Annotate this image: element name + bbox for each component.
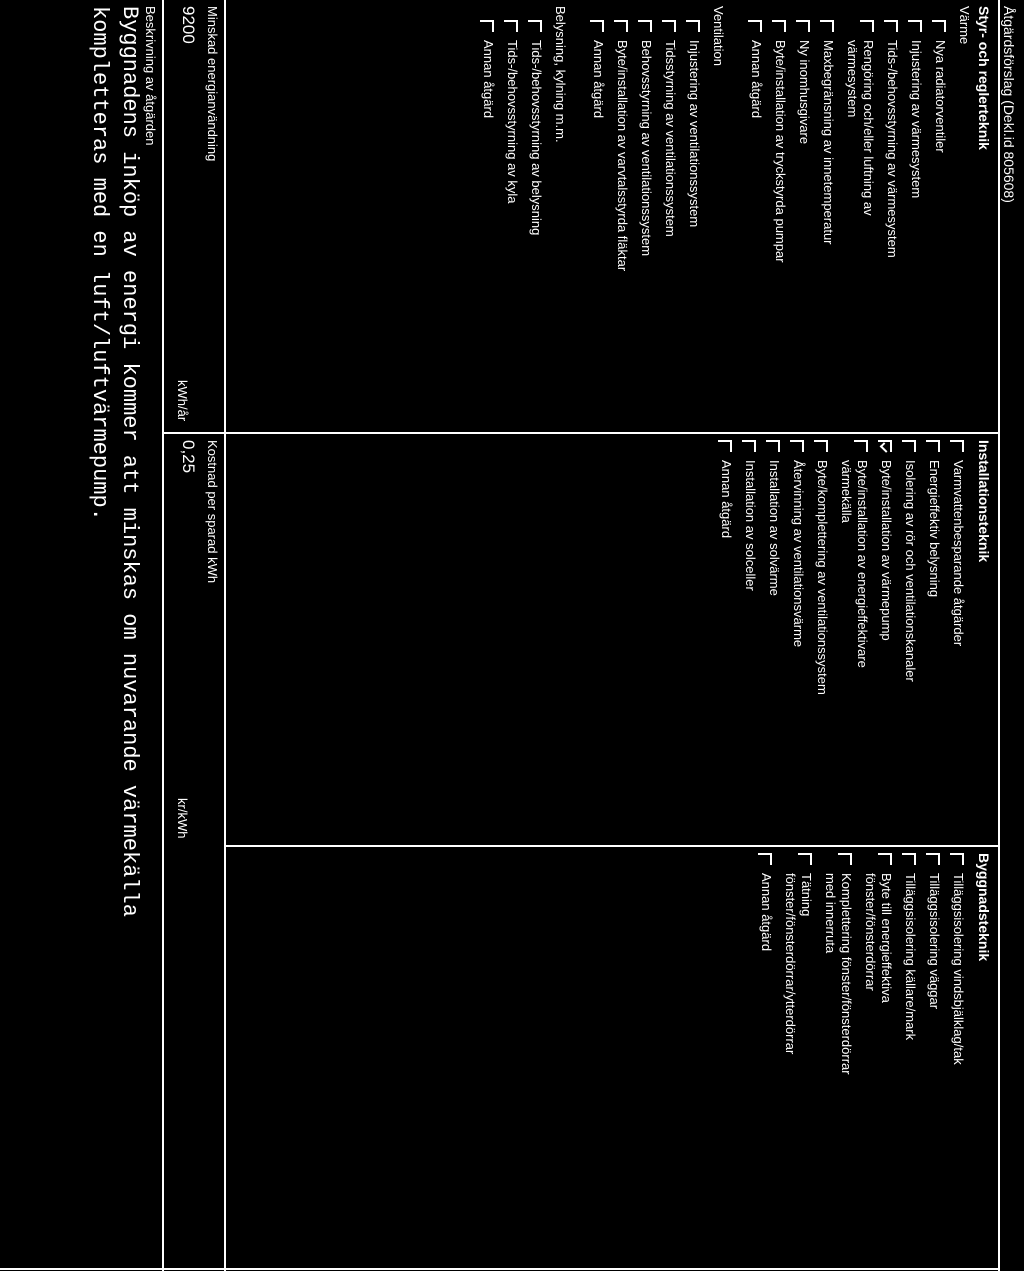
item-label: Återvinning av ventilationsvärme <box>791 460 806 648</box>
frame-top-line <box>998 0 1000 1271</box>
item-label: Installation av solceller <box>743 460 758 591</box>
item-label-continued: fönster/fönsterdörrar <box>863 873 878 991</box>
checkbox-col1-sections-1-items-3[interactable] <box>614 20 628 32</box>
item-label: Ny inomhusgivare <box>797 40 812 145</box>
cost-unit: kr/kWh <box>175 798 190 839</box>
frame-right-line <box>0 1268 1000 1270</box>
item-label: Varmvattenbesparande åtgärder <box>951 460 966 647</box>
item-label: Byte/installation av energieffektivare <box>855 460 870 668</box>
checkbox-col2-items-0[interactable] <box>950 440 964 452</box>
col3-title: Byggnadsteknik <box>976 853 992 962</box>
checkbox-col3-items-1[interactable] <box>926 853 940 865</box>
item-label-continued: med innerruta <box>823 873 838 954</box>
item-label: Energieffektiv belysning <box>927 460 942 598</box>
item-label: Isolering av rör och ventilationskanaler <box>903 460 918 682</box>
item-label: Byte/installation av varvtalsstyrda fläktar <box>615 40 630 272</box>
item-label: Tids-/behovsstyrning av kyla <box>505 40 520 204</box>
checkbox-col1-sections-1-items-2[interactable] <box>638 20 652 32</box>
checkbox-col3-items-2[interactable] <box>902 853 916 865</box>
item-label: Maxbegränsning av innetemperatur <box>821 40 836 245</box>
frame-upper-value-line <box>224 0 226 1271</box>
checkbox-col1-sections-1-items-0[interactable] <box>686 20 700 32</box>
cost-label: Kostnad per sparad kWh <box>205 440 220 584</box>
item-label: Annan åtgärd <box>481 40 496 119</box>
item-label: Rengöring och/eller luftning av <box>861 40 876 216</box>
item-label: Behovsstyrning av ventilationssystem <box>639 40 654 257</box>
checkbox-col2-items-2[interactable] <box>902 440 916 452</box>
item-label: Installation av solvärme <box>767 460 782 596</box>
item-label: Tilläggsisolering väggar <box>927 873 942 1010</box>
checkbox-col2-items-8[interactable] <box>742 440 756 452</box>
checkbox-col1-sections-0-items-2[interactable] <box>884 20 898 32</box>
cost-value: 0,25 <box>179 440 198 474</box>
checkbox-col3-items-6[interactable] <box>758 853 772 865</box>
checkbox-col1-sections-0-items-7[interactable] <box>748 20 762 32</box>
divider-col2-col3 <box>226 845 1000 847</box>
form-header: Åtgärdsförslag (Dekl.id 805608) <box>1001 6 1017 203</box>
checkbox-col1-sections-1-items-4[interactable] <box>590 20 604 32</box>
item-label: Annan åtgärd <box>749 40 764 119</box>
checkbox-col1-sections-2-items-1[interactable] <box>504 20 518 32</box>
energy-label: Minskad energianvändning <box>205 6 220 162</box>
checkbox-col3-items-5[interactable] <box>798 853 812 865</box>
divider-col1-col2 <box>226 432 1000 434</box>
checkbox-col1-sections-0-items-3[interactable] <box>860 20 874 32</box>
col1-title: Styr- och reglerteknik <box>976 6 992 150</box>
section-heading: Ventilation <box>711 6 726 66</box>
checkbox-col2-items-4[interactable] <box>854 440 868 452</box>
energy-value: 9200 <box>179 6 198 44</box>
checkbox-col1-sections-0-items-4[interactable] <box>820 20 834 32</box>
section-heading: Belysning, kylning m.m. <box>553 6 568 143</box>
checkbox-col2-items-5[interactable] <box>814 440 828 452</box>
checkbox-col2-items-1[interactable] <box>926 440 940 452</box>
checkbox-col1-sections-1-items-1[interactable] <box>662 20 676 32</box>
item-label: Tids-/behovsstyrning av värmesystem <box>885 40 900 258</box>
item-label: Injustering av värmesystem <box>909 40 924 199</box>
checkbox-col2-items-9[interactable] <box>718 440 732 452</box>
item-label: Nya radiatorventiler <box>933 40 948 153</box>
frame-lower-value-line <box>162 0 164 1271</box>
checkbox-col1-sections-2-items-0[interactable] <box>528 20 542 32</box>
checkbox-col1-sections-0-items-6[interactable] <box>772 20 786 32</box>
item-label-continued: värmesystem <box>845 40 860 118</box>
item-label: Byte/installation av tryckstyrda pumpar <box>773 40 788 263</box>
checkbox-col3-items-0[interactable] <box>950 853 964 865</box>
col2-title: Installationsteknik <box>976 440 992 563</box>
checkbox-col2-items-3[interactable] <box>878 440 892 452</box>
item-label-continued: värmekälla <box>839 460 854 523</box>
checkbox-col3-items-4[interactable] <box>838 853 852 865</box>
item-label: Tilläggsisolering källare/mark <box>903 873 918 1041</box>
item-label: Injustering av ventilationssystem <box>687 40 702 228</box>
description-label: Beskrivning av åtgärden <box>143 6 158 146</box>
item-label: Komplettering fönster/fönsterdörrar <box>839 873 854 1075</box>
description-line-1: Byggnadens inköp av energi kommer att minskas om nuvarande värmekälla <box>117 6 142 917</box>
checkbox-col1-sections-2-items-2[interactable] <box>480 20 494 32</box>
divider-values <box>164 432 226 434</box>
checkbox-col1-sections-0-items-0[interactable] <box>932 20 946 32</box>
item-label: Annan åtgärd <box>591 40 606 119</box>
item-label: Byte till energieffektiva <box>879 873 894 1003</box>
checkbox-col1-sections-0-items-1[interactable] <box>908 20 922 32</box>
item-label: Tätning <box>799 873 814 917</box>
description-line-2: kompletteras med en luft/luftvärmepump. <box>87 6 112 521</box>
energy-unit: kWh/år <box>175 380 190 422</box>
item-label: Tidsstyrning av ventilationssystem <box>663 40 678 237</box>
section-heading: Värme <box>957 6 972 45</box>
item-label: Byte/installation av värmepump <box>879 460 894 641</box>
checkbox-col3-items-3[interactable] <box>878 853 892 865</box>
item-label: Tilläggsisolering vindsbjälklag/tak <box>951 873 966 1065</box>
item-label: Byte/komplettering av ventilationssystem <box>815 460 830 695</box>
item-label: Tids-/behovsstyrning av belysning <box>529 40 544 236</box>
item-label: Annan åtgärd <box>719 460 734 539</box>
item-label: Annan åtgärd <box>759 873 774 952</box>
checkbox-col1-sections-0-items-5[interactable] <box>796 20 810 32</box>
checkbox-col2-items-6[interactable] <box>790 440 804 452</box>
item-label-continued: fönster/fönsterdörrar/ytterdörrar <box>783 873 798 1055</box>
checkbox-col2-items-7[interactable] <box>766 440 780 452</box>
